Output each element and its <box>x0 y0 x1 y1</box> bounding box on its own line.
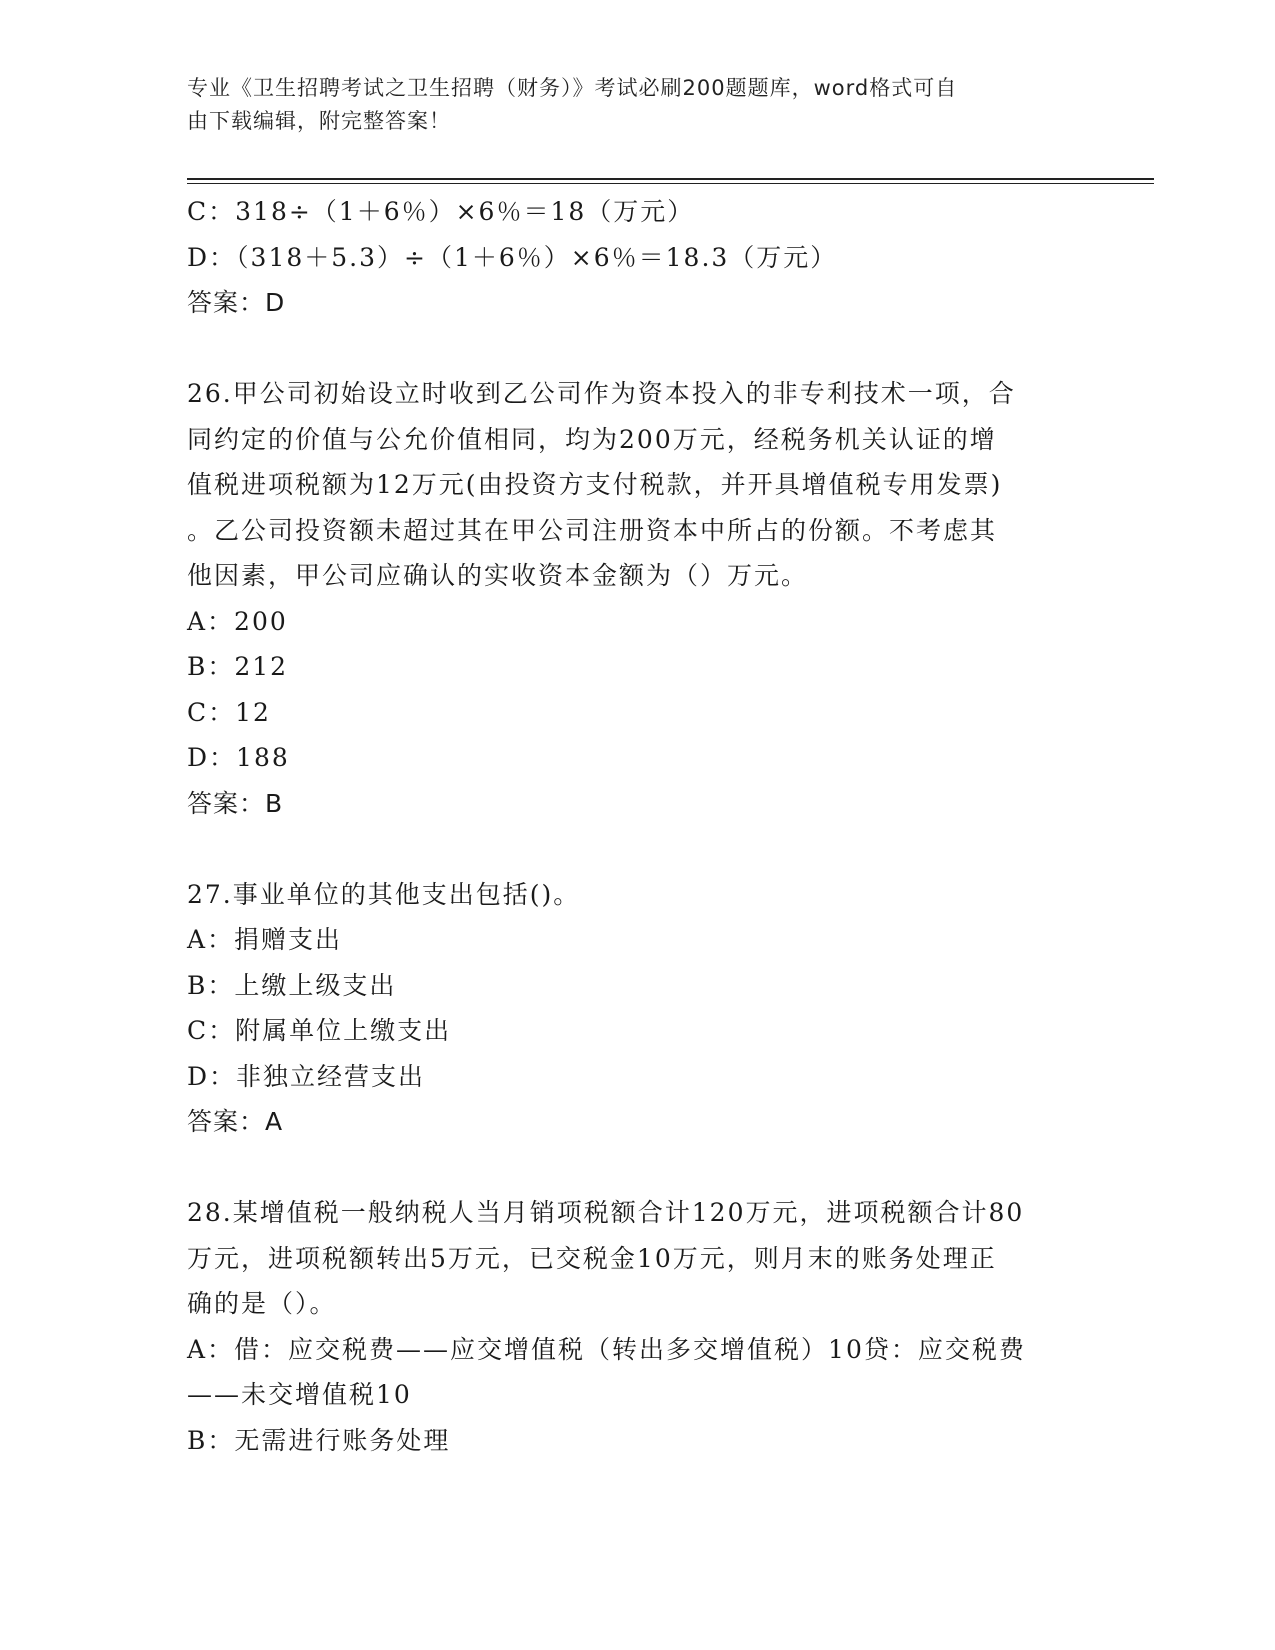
spacer <box>187 826 1087 872</box>
question-stem-line: 28.某增值税一般纳税人当月销项税额合计120万元，进项税额合计80 <box>187 1198 1025 1227</box>
option-a: A：捐赠支出 <box>187 925 343 954</box>
option-c: C：12 <box>187 697 271 727</box>
option-b: B：上缴上级支出 <box>187 970 397 1000</box>
option-a-continued: ——未交增值税10 <box>187 1380 412 1409</box>
header-line-2: 由下载编辑，附完整答案！ <box>187 109 451 133</box>
option-b: B：212 <box>187 652 289 681</box>
header-rule-thick <box>187 178 1154 180</box>
question-stem-line: 他因素，甲公司应确认的实收资本金额为（）万元。 <box>187 561 809 590</box>
question-27 <box>187 872 1087 1145</box>
document-header <box>187 72 1087 138</box>
option-d: D：非独立经营支出 <box>187 1061 426 1091</box>
option-b: B：无需进行账务处理 <box>187 1425 451 1455</box>
option-c: C：318÷（1＋6％）×6％＝18（万元） <box>187 197 695 226</box>
question-stem-line: 27.事业单位的其他支出包括()。 <box>187 879 581 909</box>
question-stem-line: 值税进项税额为12万元(由投资方支付税款，并开具增值税专用发票) <box>187 470 1003 499</box>
question-25-tail <box>187 189 1087 326</box>
option-a: A：200 <box>187 606 288 636</box>
option-c: C：附属单位上缴支出 <box>187 1016 452 1045</box>
answer: 答案：B <box>187 788 284 818</box>
option-d: D：（318＋5.3）÷（1＋6％）×6％＝18.3（万元） <box>187 242 838 272</box>
question-stem-line: 。乙公司投资额未超过其在甲公司注册资本中所占的份额。不考虑其 <box>187 515 998 545</box>
option-d: D：188 <box>187 743 290 772</box>
header-rule-thin <box>187 183 1154 184</box>
spacer <box>187 326 1087 372</box>
spacer <box>187 1145 1087 1191</box>
question-28 <box>187 1190 1087 1463</box>
question-26 <box>187 371 1087 826</box>
question-stem-line: 26.甲公司初始设立时收到乙公司作为资本投入的非专利技术一项，合 <box>187 379 1016 408</box>
question-stem-line: 同约定的价值与公允价值相同，均为200万元，经税务机关认证的增 <box>187 424 997 454</box>
answer: 答案：A <box>187 1107 284 1136</box>
question-stem-line: 确的是（）。 <box>187 1289 337 1318</box>
document-body <box>187 189 1087 1463</box>
answer: 答案：D <box>187 288 286 317</box>
header-line-1: 专业《卫生招聘考试之卫生招聘（财务）》考试必刷200题题库，word格式可自 <box>187 76 958 100</box>
option-a: A：借：应交税费——应交增值税（转出多交增值税）10贷：应交税费 <box>187 1334 1026 1364</box>
question-stem-line: 万元，进项税额转出5万元，已交税金10万元，则月末的账务处理正 <box>187 1243 997 1273</box>
